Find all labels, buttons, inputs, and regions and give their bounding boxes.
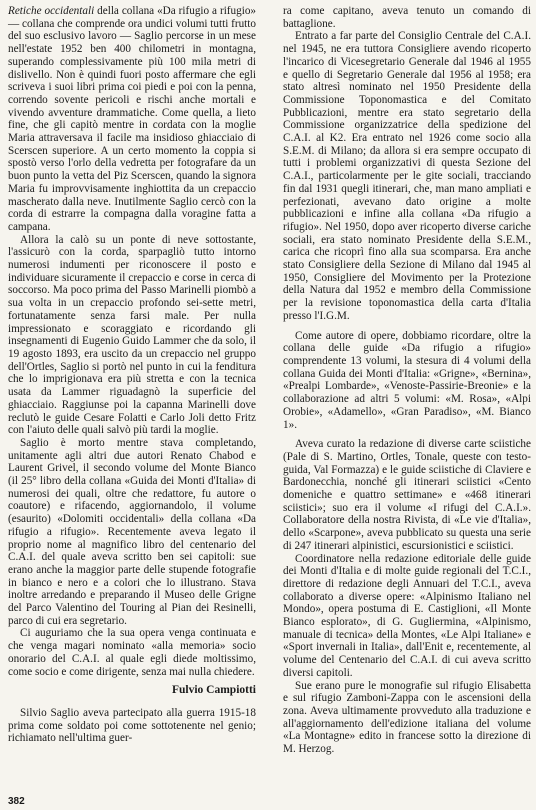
- book-title-italic: Retiche occidentali: [8, 5, 95, 17]
- paragraph: Aveva curato la redazione di diverse carte sciistiche (Pale di S. Martino, Ortles, Tonale, queste con testo-guida, Val Formazza) e le guide sciistiche di Claviere e Bardonecchia, nonché gli itinerari sciistici «Cento domeniche e quattro settimane» e «468 itinerari sciistici»; suo era il volume «I rifugi del C.A.I.». Collaboratore della nostra Rivista, di «Le vie d'Italia», dello «Scarpone», aveva pubblicato su questa una serie di 247 itinerari alpinistici, escursionistici e sciistici.: [283, 438, 531, 552]
- paragraph: Come autore di opere, dobbiamo ricordare, oltre la collana delle guide «Da rifugio a rifugio» comprendente 13 volumi, la stesura di 4 volumi della collana Guida dei Monti d'Italia: «Grigne», «Bernina», «Prealpi Lombarde», «Venoste-Passirie-Breonie» e la collaborazione ad altri 5 volumi: «M. Rosa», «Alpi Orobie», «Adamello», «Gran Paradiso», «M. Bianco 1».: [283, 329, 531, 431]
- paragraph: Sue erano pure le monografie sul rifugio Elisabetta e sul rifugio Zamboni-Zappa con le ascensioni della zona. Aveva ultimamente provveduto alla traduzione e all'aggiornamento dell'edizione italiana del volume «La Montagne» edito in francese sotto la direzione di M. Herzog.: [283, 679, 531, 756]
- paragraph: Coordinatore nella redazione editoriale delle guide dei Monti d'Italia e di molte guide regionali del T.C.I., direttore di redazione degli Annuari del T.C.I., aveva collaborato a diverse opere: «Alpinismo Italiano nel Mondo», opera postuma di E. Castiglioni, «Il Monte Bianco esplorato», di G. Gugliermina, «Alpinismo, manuale di tecnica» della Montes, «Le Alpi Italiane» e «Sport invernali in Italia», dall'Enit e, recentemente, al volume del Centenario del C.A.I. di cui aveva scritto diversi capitoli.: [283, 552, 531, 679]
- left-column: [8, 5, 256, 745]
- paragraph: Ci auguriamo che la sua opera venga continuata e che venga magari nominato «alla memoria» socio onorario del C.A.I. al quale egli diede moltissimo, come socio e come dirigente, senza mai nulla chiedere.: [8, 627, 256, 678]
- paragraph: [8, 5, 256, 234]
- paragraph: Allora la calò su un ponte di neve sottostante, l'assicurò con la corda, sparpagliò tutto intorno numerosi indumenti per riconoscere il posto e individuare sicuramente il crepaccio e corse in cerca di soccorso. Ma poco prima del Passo Marinelli piombò a sua volta in un crepaccio profondo sei-sette metri, fortunatamente senza farsi male. Per nulla impressionato e scoraggiato e ricordando gli insegnamenti di Eugenio Guido Lammer che da solo, il 19 agosto 1893, era uscito da un crepaccio nel gruppo dell'Ortles, Saglio si portò nel punto in cui la fenditura che lo imprigionava era più stretta e con la tecnica usata da Lammer riguadagnò la superficie del ghiacciaio. Raggiunse poi la capanna Marinelli dove reclutò le guide Cesare Folatti e Carlo Joli detto Fritz con l'aiuto delle quali salvò più tardi la moglie.: [8, 233, 256, 437]
- paragraph-text: della collana «Da rifugio a rifugio» — collana che comprende ora undici volumi tutti frutto del suo esclusivo lavoro — Saglio percorse in un mese nell'estate 1952 ben 400 chilometri in montagna, superando complessivamente più 100 mila metri di dislivello. Non è quindi fuori posto affermare che egli scriveva i suoi libri prima coi piedi e poi con la penna, correndo sovente pericoli e rischi anche mortali e vivendo avventure drammatiche. Come quella, a lieto fine, che gli capitò mentre in cordata con la moglie Maria attraversava il facile ma insidioso ghiacciaio di Scerscen superiore. A un certo momento la coppia si spostò verso l'orlo della vedretta per fotografare da un buon punto la vetta del Piz Scerscen, quando la signora Maria fu improvvisamente inghiottita da un crepaccio mascherato dalla neve. Inutilmente Saglio cercò con la corda di estrarre la compagna dalla voragine fatta a campana.: [8, 5, 257, 233]
- paragraph: Saglio è morto mentre stava completando, unitamente agli altri due autori Renato Chabod e Laurent Grivel, il secondo volume del Monte Bianco (il 25° libro della collana «Guida dei Monti d'Italia» di numerosi dei quali, oltre che redattore, fu autore o coautore) e rifacendo, aggiornandolo, il volume (esaurito) «Dolomiti occidentali» della collana «Da rifugio a rifugio». Recentemente aveva legato il proprio nome al magnifico libro del centenario del C.A.I. del quale aveva scritto ben sei capitoli: sue erano anche la maggior parte delle stupende fotografie in bianco e nero e a colori che lo illustrano. Stava inoltre arredando e preparando il Museo delle Grigne del Parco Valentino del Touring al Pian dei Resinelli, parco di cui era segretario.: [8, 436, 256, 627]
- paragraph: ra come capitano, aveva tenuto un comando di battaglione.: [283, 5, 531, 30]
- paragraph: Entrato a far parte del Consiglio Centrale del C.A.I. nel 1945, ne era tuttora Consigliere avendo ricoperto l'incarico di Vicesegretario Generale dal 1946 al 1955 e quello di Segretario Generale dal 1956 al 1958; era stato altresì nominato nel 1950 Presidente della Commissione Toponomastica e del Comitato Pubblicazioni, mentre era stato segretario della Commissione organizzatrice della spedizione del C.A.I. al K2. Era entrato nel 1926 come socio alla S.E.M. di Milano; da allora si era sempre occupato di tutti i problemi organizzativi di questa Sezione del C.A.I., particolarmente per le gite sociali, tracciando fin dal 1931 quegli itinerari, che, man mano ampliati e perfezionati, avevano dato origine a molte pubblicazioni e infine alla collana «Da rifugio a rifugio». Nel 1950, dopo aver ricoperto diverse cariche sociali, era stato nominato Presidente della S.E.M., carica che ricoprì fino alla sua scomparsa. Era anche stato Consigliere della Sezione di Milano dal 1945 al 1950, Consigliere del Movimento per la Protezione della Natura dal 1952 e membro della Commissione per la revisione toponomastica della carta d'Italia presso l'I.G.M.: [283, 30, 531, 322]
- page-number: 382: [8, 796, 25, 807]
- paragraph: Silvio Saglio aveva partecipato alla guerra 1915-18 prima come soldato poi come sottotenente nel genio; richiamato nell'ultima guer-: [8, 706, 256, 745]
- author-signature: Fulvio Campiotti: [171, 684, 256, 697]
- right-column: [283, 5, 531, 756]
